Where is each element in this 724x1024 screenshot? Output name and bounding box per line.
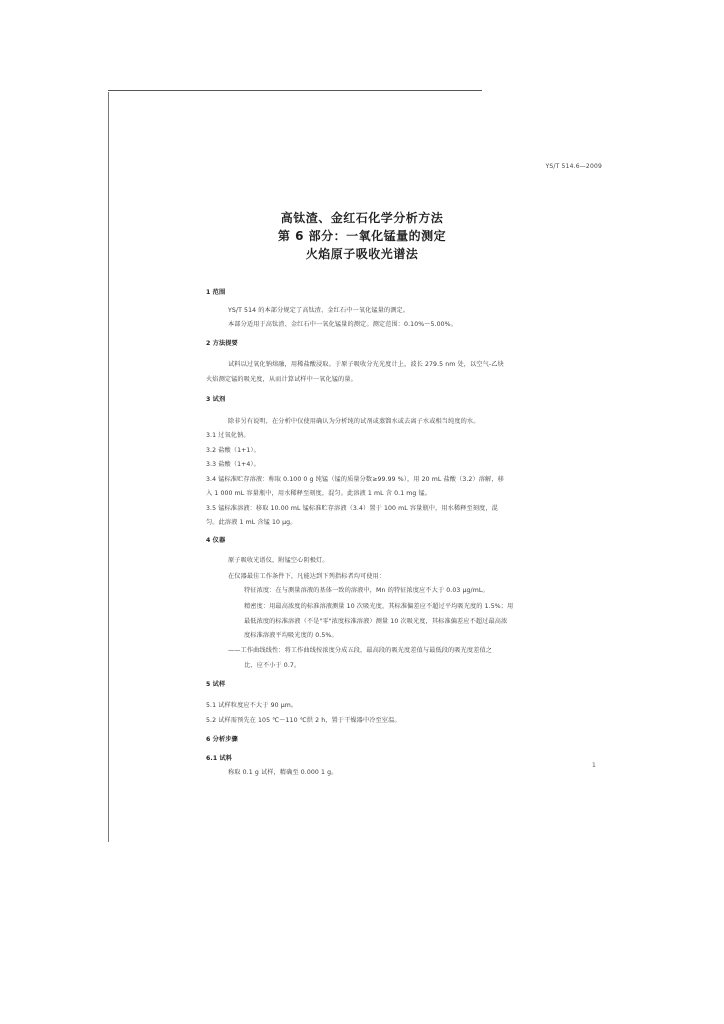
procedure-6-1-text: 称取 0.1 g 试样，精确至 0.000 1 g。 [228, 769, 338, 776]
sample-5-1: 5.1 试样粒度应不大于 90 μm。 [206, 702, 298, 709]
apparatus-linearity-line-2: 比，应不小于 0.7。 [244, 662, 301, 669]
reagent-3-3: 3.3 盐酸（1+4）。 [206, 461, 260, 468]
apparatus-precision-line-2: 最低浓度的标准溶液（不是"零"浓度标准溶液）测量 10 次吸光度，其标准偏差应不超过最高浓 [244, 618, 508, 625]
sample-5-2: 5.2 试样需预先在 105 ℃～110 ℃烘 2 h，置于干燥器中冷至室温。 [206, 717, 401, 724]
document-title-line2: 第 6 部分：一氧化锰量的测定 [277, 229, 447, 243]
top-rule [108, 90, 482, 91]
principle-line-1: 试料以过氧化钠熔融，用稀盐酸浸取。于原子吸收分光光度计上，波长 279.5 nm 处，以空气-乙炔 [228, 361, 504, 368]
document-title-line1: 高钛渣、金红石化学分析方法 [280, 211, 444, 225]
apparatus-linearity-line-1: ——工作曲线线性：将工作曲线按浓度分成五段，最高段的吸光度差值与最低段的吸光度差值之 [228, 647, 493, 654]
reagent-3-2: 3.2 盐酸（1+1）。 [206, 447, 260, 454]
reagent-3-4-line-1: 3.4 锰标准贮存溶液：称取 0.100 0 g 纯锰（锰的质量分数≥99.99 %），用 20 mL 盐酸（3.2）溶解，移 [206, 476, 504, 483]
section-heading-apparatus: 4 仪器 [206, 537, 226, 544]
section-heading-sample: 5 试样 [206, 681, 226, 688]
apparatus-paragraph-2: 在仪器最佳工作条件下，凡能达到下列指标者均可使用： [228, 573, 386, 580]
section-heading-principle: 2 方法提要 [206, 340, 238, 347]
procedure-6-1-heading: 6.1 试料 [206, 755, 233, 762]
apparatus-paragraph-1: 原子吸收光谱仪，附锰空心阴极灯。 [228, 557, 329, 564]
reagent-3-4-line-2: 入 1 000 mL 容量瓶中，用水稀释至刻度，混匀。此溶液 1 mL 含 0.1 mg 锰。 [206, 490, 432, 497]
left-margin-rule [108, 92, 109, 842]
section-heading-procedure: 6 分析步骤 [206, 736, 238, 743]
scope-paragraph-2: 本部分适用于高钛渣、金红石中一氧化锰量的测定。测定范围：0.10%～5.00%。 [228, 321, 457, 328]
apparatus-precision-line-3: 度标准溶液平均吸光度的 0.5%。 [244, 632, 338, 639]
section-heading-scope: 1 范围 [206, 289, 226, 296]
document-title-line3: 火焰原子吸收光谱法 [305, 247, 419, 261]
principle-line-2: 火焰测定锰的吸光度，从而计算试样中一氧化锰的量。 [206, 376, 357, 383]
reagent-3-5-line-1: 3.5 锰标准溶液：移取 10.00 mL 锰标准贮存溶液（3.4）置于 100 mL 容量瓶中，用水稀释至刻度，混 [206, 505, 498, 512]
reagent-3-1: 3.1 过氧化钠。 [206, 432, 250, 439]
reagent-3-5-line-2: 匀。此溶液 1 mL 含锰 10 μg。 [206, 519, 297, 526]
apparatus-precision-line-1: 精密度：用最高浓度的标准溶液测量 10 次吸光度，其标准偏差应不超过平均吸光度的 1.5%；用 [244, 603, 514, 610]
apparatus-characteristic-concentration: 特征浓度：在与测量溶液的基体一致的溶液中，Mn 的特征浓度应不大于 0.03 μg/mL。 [244, 587, 489, 594]
section-heading-reagents: 3 试剂 [206, 396, 226, 403]
page-number: 1 [592, 762, 596, 769]
reagents-intro: 除非另有说明，在分析中仅使用确认为分析纯的试剂或蒸馏水或去离子水或相当纯度的水。 [228, 418, 480, 425]
scope-paragraph-1: YS/T 514 的本部分规定了高钛渣、金红石中一氧化锰量的测定。 [228, 307, 410, 314]
standard-number: YS/T 514.6—2009 [545, 163, 602, 170]
